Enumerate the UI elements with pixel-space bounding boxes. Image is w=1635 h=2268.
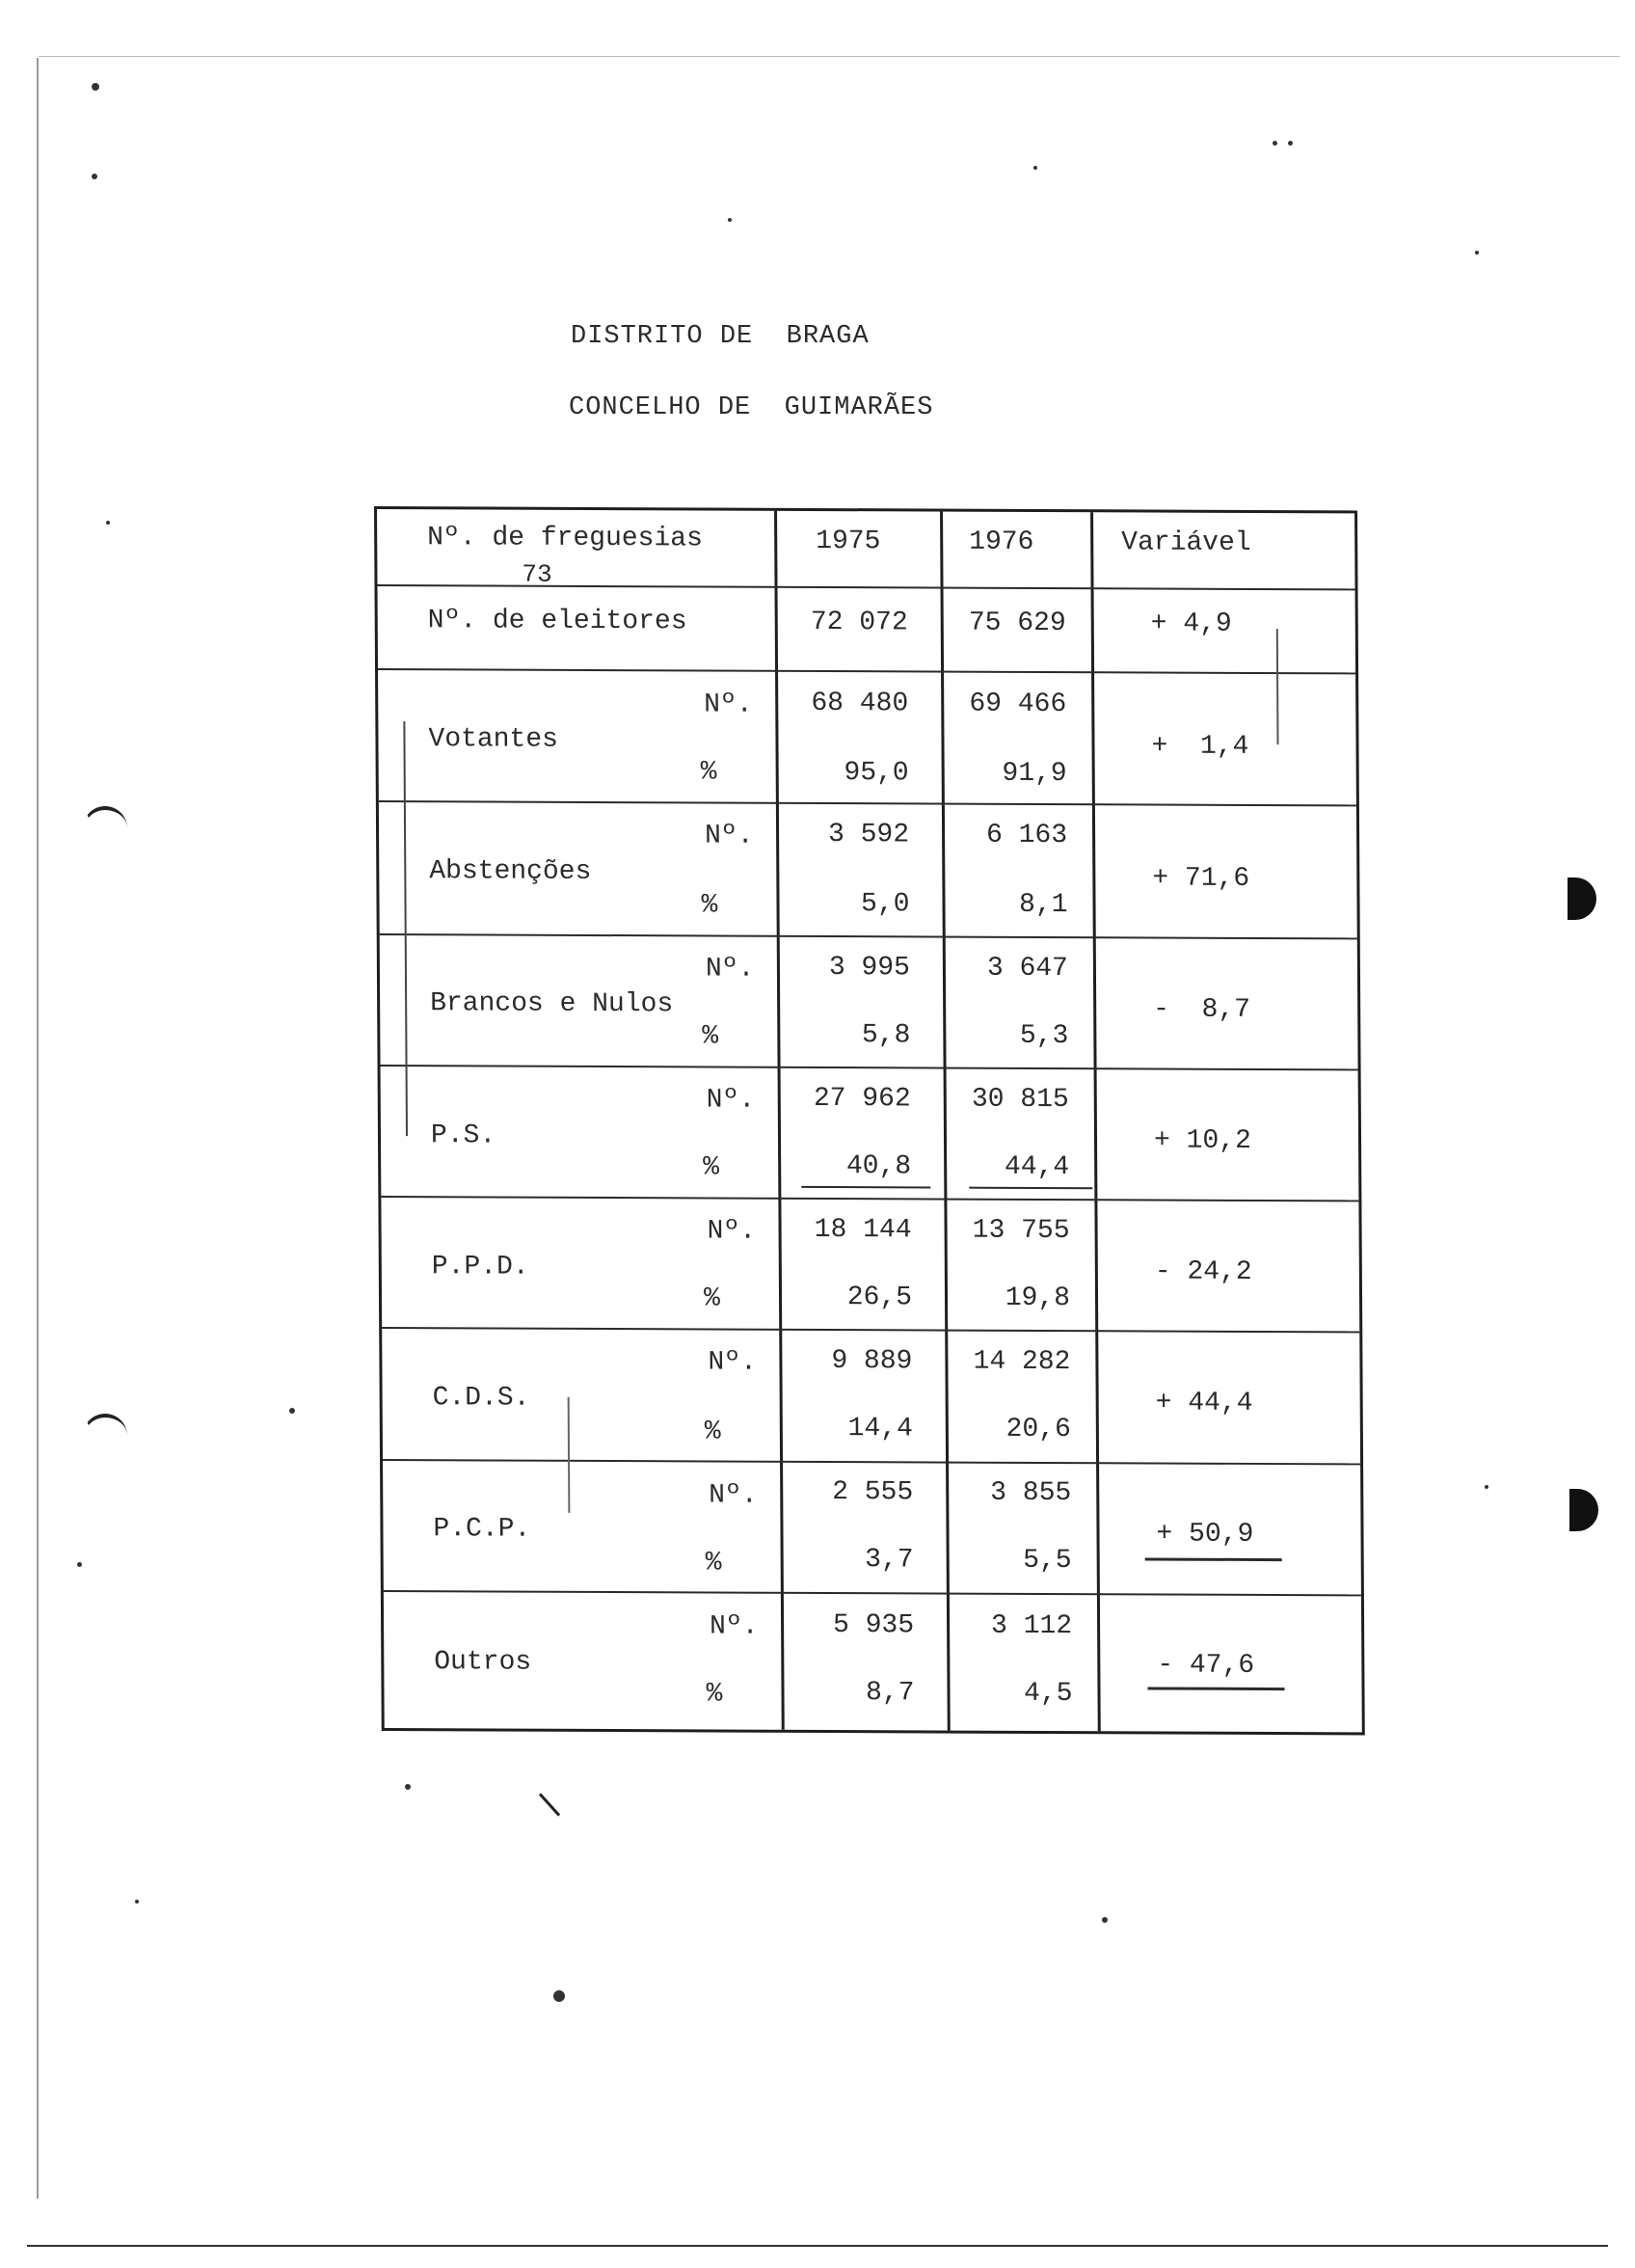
count-1975: 3 995 <box>828 953 911 984</box>
count-1975: 18 144 <box>814 1214 912 1246</box>
count-1975: 27 962 <box>813 1083 911 1115</box>
percent-1975: 8,7 <box>866 1678 915 1709</box>
count-1975: 9 889 <box>831 1346 913 1377</box>
percent-1975: 14,4 <box>847 1414 913 1444</box>
speck <box>405 1784 411 1790</box>
punch-hole-bottom <box>1569 1489 1598 1531</box>
percent-1975: 5,0 <box>861 889 910 920</box>
percent-marker: % <box>701 890 718 921</box>
percent-1976: 5,5 <box>1023 1545 1072 1577</box>
variation-value: + 4,9 <box>1150 608 1232 639</box>
percent-1976: 4,5 <box>1024 1678 1073 1710</box>
count-1976: 3 647 <box>986 953 1069 985</box>
percent-marker: % <box>704 1417 721 1447</box>
speck <box>728 218 732 222</box>
count-marker: Nº. <box>708 1347 757 1378</box>
header-variation: Variável <box>1121 527 1251 558</box>
percent-1975: 5,8 <box>861 1020 911 1051</box>
percent-marker: % <box>703 1283 720 1314</box>
row-divider <box>381 1196 1358 1202</box>
percent-1975: 40,8 <box>845 1151 912 1182</box>
row-label: Outros <box>434 1647 532 1678</box>
row-divider <box>379 800 1356 806</box>
row-label: P.S. <box>430 1120 496 1151</box>
percent-marker: % <box>700 757 717 788</box>
variation-value: - 24,2 <box>1154 1256 1252 1287</box>
percent-1976: 19,8 <box>1005 1282 1071 1314</box>
percent-1975: 95,0 <box>844 758 909 789</box>
speck <box>289 1408 295 1414</box>
variation-value: + 44,4 <box>1155 1388 1253 1418</box>
row-divider <box>383 1459 1360 1465</box>
pencil-mark <box>568 1397 571 1513</box>
row-divider <box>378 668 1355 674</box>
speck <box>1273 141 1277 146</box>
count-1976: 14 282 <box>973 1346 1071 1378</box>
speck <box>135 1900 139 1904</box>
percent-marker: % <box>703 1152 720 1183</box>
speck <box>77 1562 82 1567</box>
header-label: Nº. de freguesias <box>427 523 703 554</box>
variation-value: - 8,7 <box>1153 994 1251 1025</box>
percent-marker: % <box>702 1021 719 1052</box>
speck <box>1475 251 1479 255</box>
row-label: Brancos e Nulos <box>430 988 674 1020</box>
scan-edge-left <box>37 58 39 2199</box>
count-marker: Nº. <box>710 1611 759 1642</box>
percent-1976: 8,1 <box>1019 889 1068 921</box>
column-divider <box>774 511 785 1730</box>
row-label: P.P.D. <box>431 1252 529 1282</box>
speck <box>92 174 97 179</box>
header-label-value: 73 <box>522 559 552 589</box>
count-marker: Nº. <box>707 1216 757 1247</box>
count-1975: 3 592 <box>827 820 910 850</box>
count-1976: 13 755 <box>972 1215 1070 1247</box>
count-marker: Nº. <box>704 689 753 720</box>
variation-value: + 1,4 <box>1151 731 1249 762</box>
count-1976: 69 466 <box>969 688 1067 720</box>
percent-1976: 20,6 <box>1005 1414 1071 1445</box>
speck <box>553 1990 565 2002</box>
column-divider <box>940 512 951 1731</box>
count-1975: 2 555 <box>832 1477 914 1508</box>
percent-1976: 44,4 <box>1004 1151 1070 1183</box>
scan-edge-top <box>39 56 1620 57</box>
variation-underline <box>1147 1687 1284 1690</box>
percent-1975: 26,5 <box>846 1282 913 1313</box>
count-1976: 3 855 <box>990 1477 1072 1509</box>
row-label: C.D.S. <box>432 1383 530 1414</box>
percent-marker: % <box>706 1679 723 1710</box>
count-marker: Nº. <box>704 821 754 851</box>
binder-mark-top <box>83 806 127 849</box>
variation-value: + 71,6 <box>1152 863 1250 894</box>
binder-mark-bottom <box>83 1414 127 1456</box>
speck <box>1102 1917 1108 1923</box>
percent-marker: % <box>705 1548 722 1579</box>
election-results-table <box>374 506 1365 1735</box>
speck <box>1033 166 1037 170</box>
count-marker: Nº. <box>705 954 755 985</box>
row-divider <box>381 1065 1358 1070</box>
subtotal-underline <box>969 1187 1092 1190</box>
percent-1976: 5,3 <box>1019 1020 1069 1052</box>
row-divider <box>382 1327 1359 1333</box>
value-1976: 75 629 <box>968 608 1066 639</box>
column-divider <box>1090 512 1101 1731</box>
count-1976: 30 815 <box>971 1084 1069 1116</box>
row-divider <box>384 1590 1361 1596</box>
speck <box>1485 1485 1488 1489</box>
count-1975: 5 935 <box>832 1610 915 1641</box>
municipality-heading: CONCELHO DE GUIMARÃES <box>569 393 934 422</box>
count-1976: 3 112 <box>990 1610 1073 1642</box>
header-1976: 1976 <box>969 526 1034 557</box>
subtotal-underline <box>801 1186 930 1189</box>
speck <box>106 521 110 525</box>
percent-1976: 91,9 <box>1002 758 1067 790</box>
pencil-mark <box>1276 629 1279 744</box>
row-label: Nº. de eleitores <box>427 606 687 637</box>
count-1976: 6 163 <box>985 820 1068 851</box>
pencil-mark <box>403 721 408 1136</box>
variation-value: + 10,2 <box>1153 1125 1251 1156</box>
district-heading: DISTRITO DE BRAGA <box>571 322 870 351</box>
count-marker: Nº. <box>706 1085 756 1116</box>
count-1975: 68 480 <box>811 688 909 719</box>
value-1975: 72 072 <box>810 607 908 638</box>
variation-value: - 47,6 <box>1157 1650 1255 1681</box>
row-label: Votantes <box>428 724 558 755</box>
count-marker: Nº. <box>709 1480 758 1511</box>
percent-1975: 3,7 <box>865 1545 914 1576</box>
variation-value: + 50,9 <box>1156 1519 1254 1550</box>
punch-hole-top <box>1568 878 1596 920</box>
row-divider <box>380 933 1357 939</box>
scan-edge-bottom <box>27 2245 1608 2247</box>
row-label: Abstenções <box>429 856 592 887</box>
speck <box>1288 141 1293 146</box>
row-label: P.C.P. <box>433 1514 531 1545</box>
speck <box>92 83 99 91</box>
variation-underline <box>1145 1557 1282 1561</box>
header-1975: 1975 <box>816 526 881 557</box>
pen-stroke <box>539 1793 560 1816</box>
